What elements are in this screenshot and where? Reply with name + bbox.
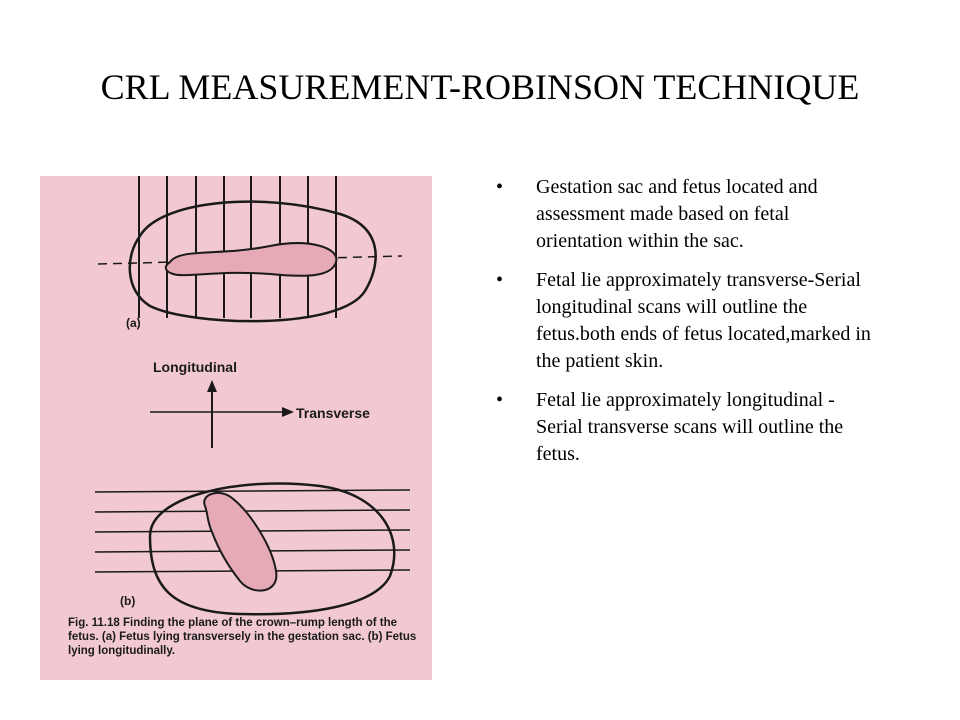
- bullet-item: [496, 387, 880, 468]
- bullet-item: [496, 267, 880, 375]
- slide-title: CRL MEASUREMENT-ROBINSON TECHNIQUE: [100, 67, 860, 107]
- label-a: (a): [126, 316, 141, 330]
- bullet-list: [496, 174, 880, 480]
- longitudinal-label: Longitudinal: [153, 359, 237, 375]
- label-b: (b): [120, 594, 136, 608]
- transverse-label: Transverse: [296, 405, 370, 421]
- bullet-dot-icon: •: [496, 269, 504, 291]
- gestation-sac-b: [150, 483, 394, 614]
- longitudinal-arrowhead: [207, 380, 217, 392]
- bullet-text: Gestation sac and fetus located and assessment made based on fetal orientation within the sac.: [536, 176, 818, 252]
- transverse-arrowhead: [282, 407, 294, 417]
- figure-image: [40, 176, 432, 680]
- bullet-item: [496, 174, 880, 255]
- figure-caption: Fig. 11.18 Finding the plane of the crown–rump length of the fetus. (a) Fetus lying transversely in the gestation sac. (b) Fetus lying longitudinally.: [68, 617, 417, 657]
- diagram-drawing: [40, 176, 432, 680]
- fetus-b: [204, 493, 276, 591]
- bullet-dot-icon: •: [496, 176, 504, 198]
- bullet-text: Fetal lie approximately longitudinal -Serial transverse scans will outline the fetus.: [536, 389, 844, 465]
- bullet-text: Fetal lie approximately transverse-Serial longitudinal scans will outline the fetus.both ends of fetus located,marked in the patient skin.: [536, 269, 871, 372]
- bullet-dot-icon: •: [496, 389, 504, 411]
- fetus-a: [166, 243, 337, 276]
